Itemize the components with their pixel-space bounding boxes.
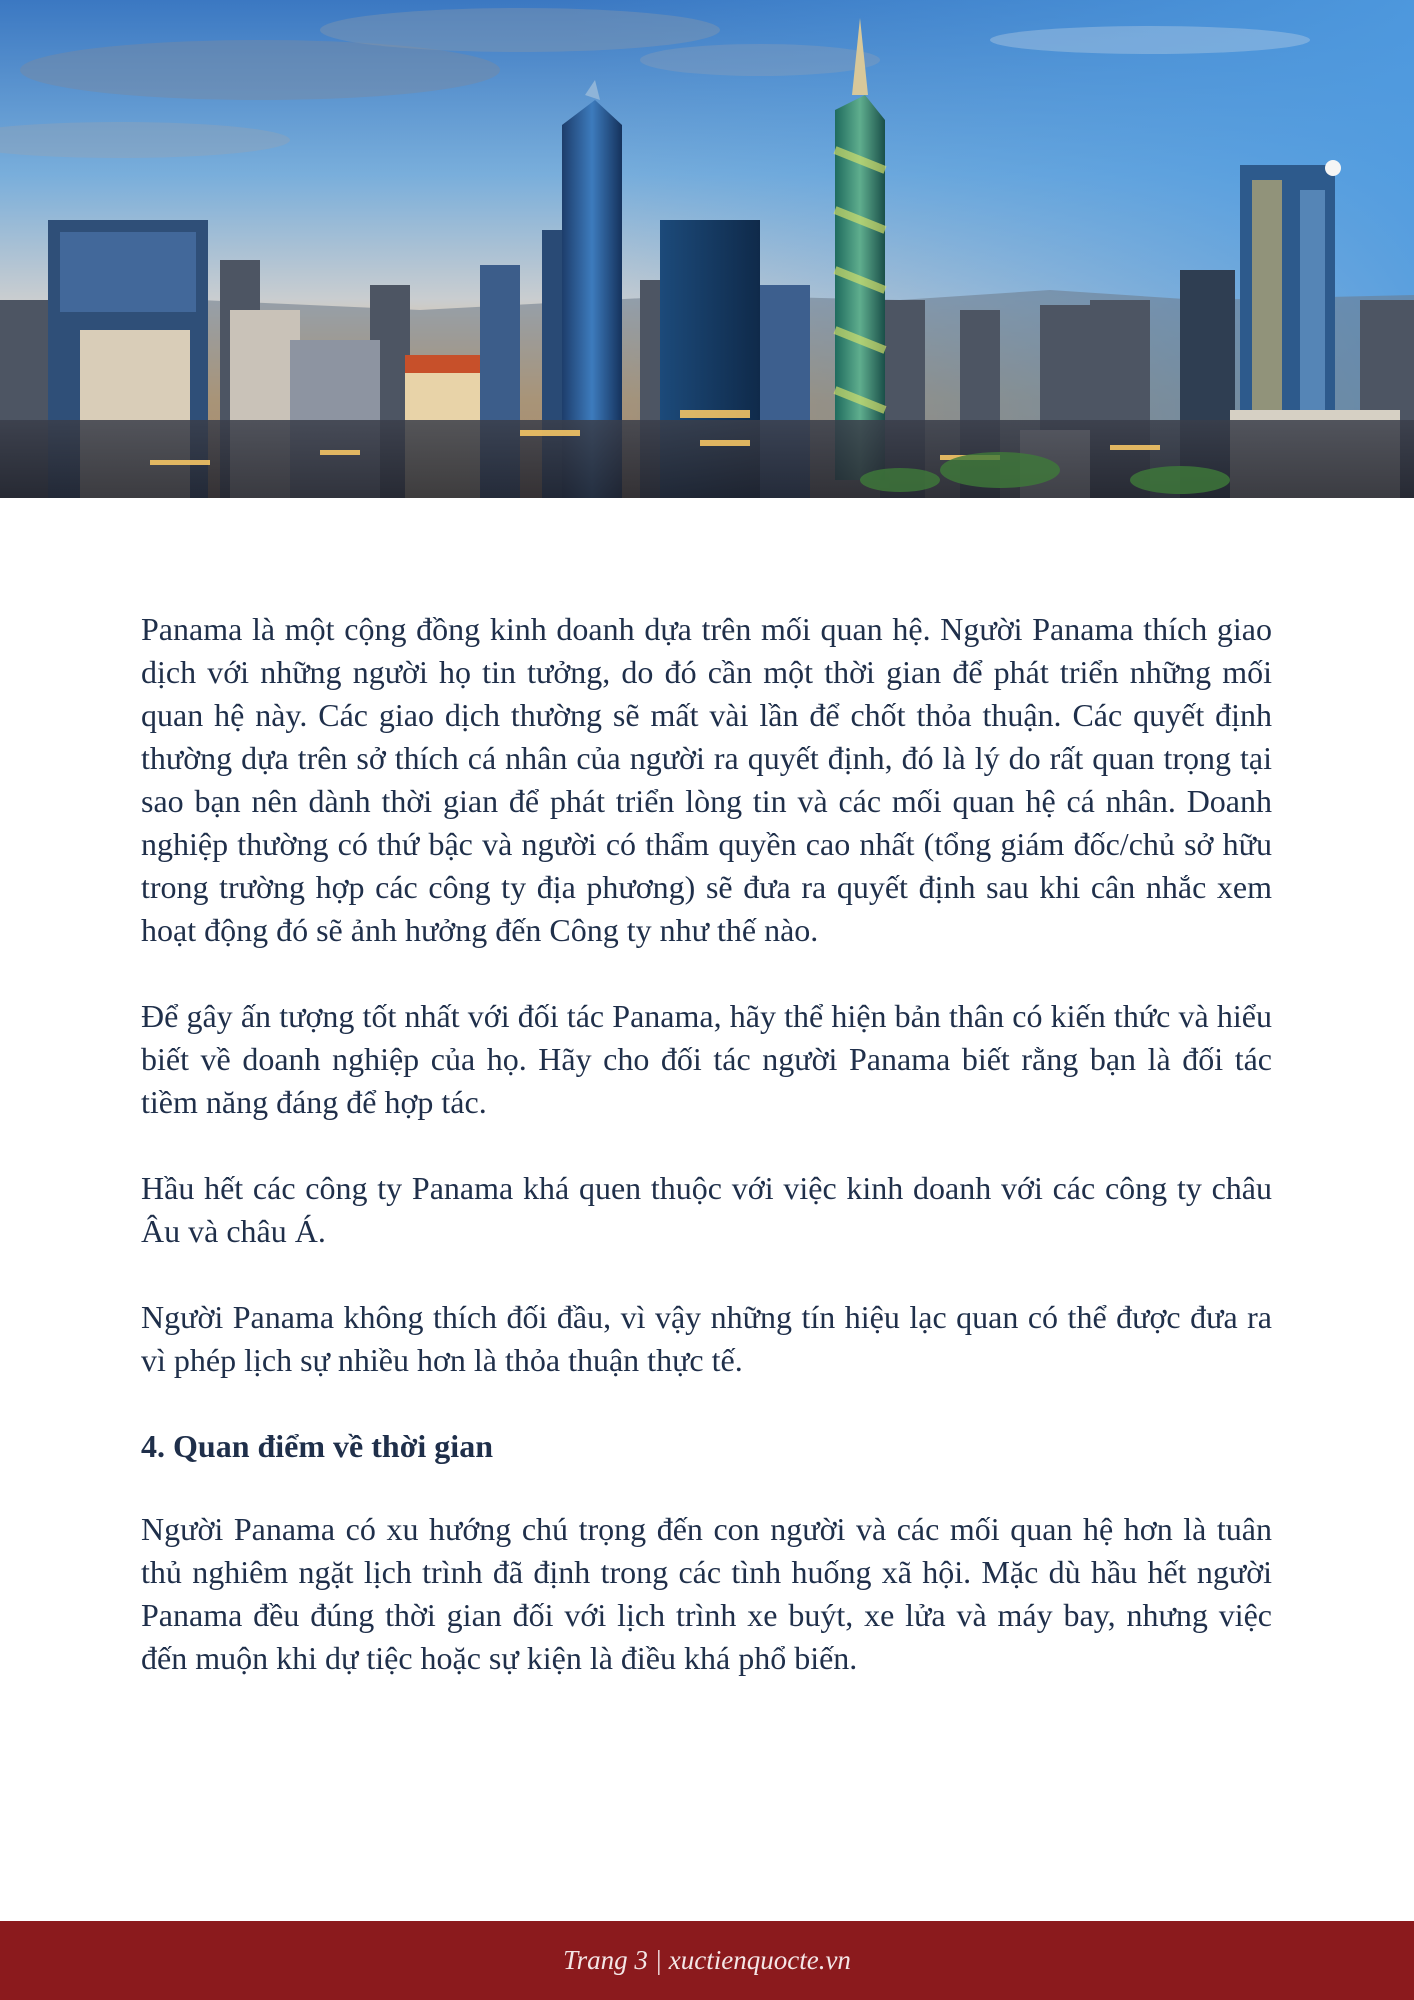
paragraph-impress-partners: Để gây ấn tượng tốt nhất với đối tác Panama, hãy thể hiện bản thân có kiến thức và hiểu biết về doanh nghiệp của họ. Hãy cho đối tác người Panama biết rằng bạn là đối tác tiềm năng đáng để hợp tác. xyxy=(141,998,1272,1120)
paragraph-confrontation: Người Panama không thích đối đầu, vì vậy những tín hiệu lạc quan có thể được đưa ra vì phép lịch sự nhiều hơn là thỏa thuận thực tế. xyxy=(141,1299,1272,1378)
hero-skyline-image xyxy=(0,0,1414,498)
article-body xyxy=(141,608,1272,1723)
footer-page-label: Trang 3 | xuctienquocte.vn xyxy=(563,1945,851,1975)
paragraph-familiarity: Hầu hết các công ty Panama khá quen thuộc với việc kinh doanh với các công ty châu Âu và châu Á. xyxy=(141,1170,1272,1249)
skyline-illustration xyxy=(0,0,1414,498)
page-footer xyxy=(0,1921,1414,2000)
paragraph-time-perspective: Người Panama có xu hướng chú trọng đến con người và các mối quan hệ hơn là tuân thủ nghiêm ngặt lịch trình đã định trong các tình huống xã hội. Mặc dù hầu hết người Panama đều đúng thời gian đối với lịch trình xe buýt, xe lửa và máy bay, nhưng việc đến muộn khi dự tiệc hoặc sự kiện là điều khá phổ biến. xyxy=(141,1511,1272,1676)
paragraph-relationships: Panama là một cộng đồng kinh doanh dựa trên mối quan hệ. Người Panama thích giao dịch với những người họ tin tưởng, do đó cần một thời gian để phát triển những mối quan hệ này. Các giao dịch thường sẽ mất vài lần để chốt thỏa thuận. Các quyết định thường dựa trên sở thích cá nhân của người ra quyết định, đó là lý do rất quan trọng tại sao bạn nên dành thời gian để phát triển lòng tin và các mối quan hệ cá nhân. Doanh nghiệp thường có thứ bậc và người có thẩm quyền cao nhất (tổng giám đốc/chủ sở hữu trong trường hợp các công ty địa phương) sẽ đưa ra quyết định sau khi cân nhắc xem hoạt động đó sẽ ảnh hưởng đến Công ty như thế nào. xyxy=(141,611,1272,948)
section-heading: 4. Quan điểm về thời gian xyxy=(141,1428,493,1464)
